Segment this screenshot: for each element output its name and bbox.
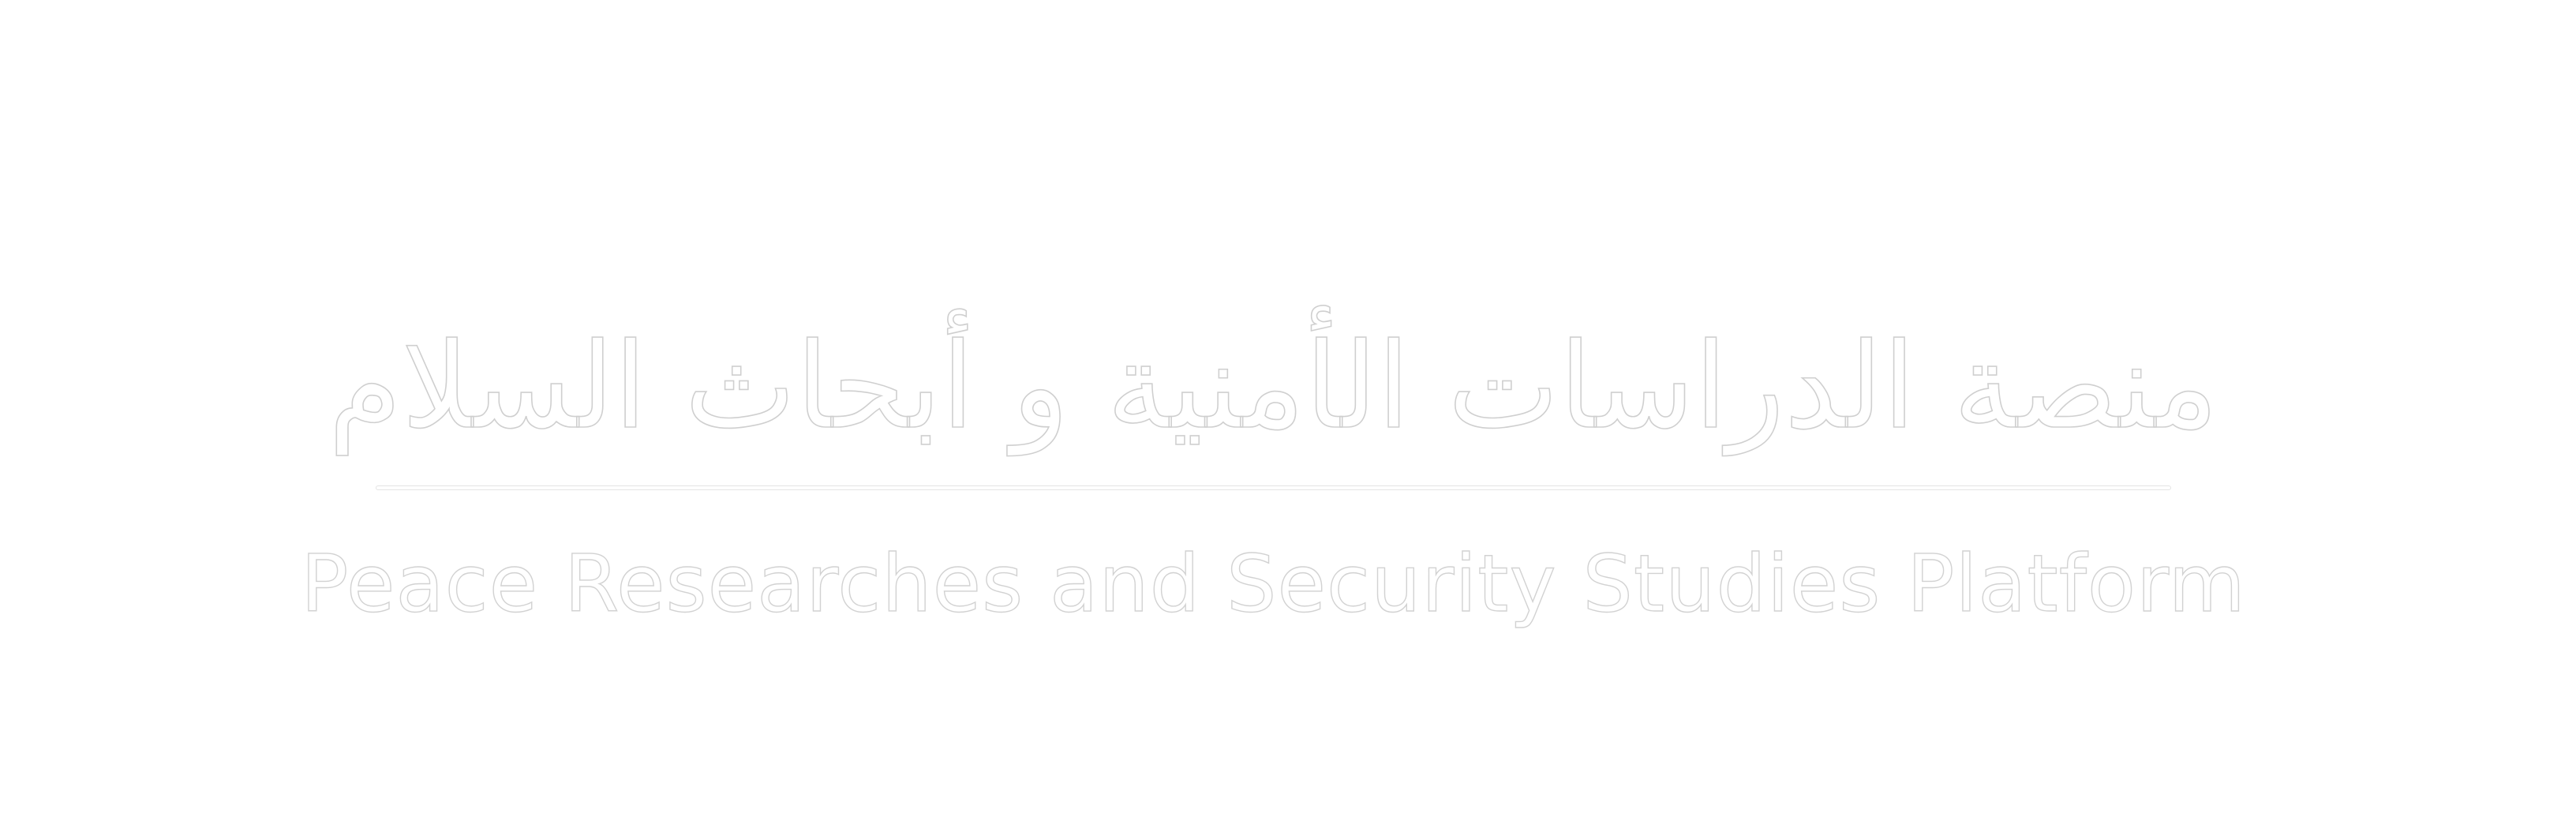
logo-wordmark — [301, 300, 2246, 647]
english-platform-title: Peace Researches and Security Studies Platform — [301, 538, 2246, 630]
arabic-platform-title: منصة الدراسات الأمنية و أبحاث السلام — [328, 318, 2218, 455]
title-divider — [376, 485, 2171, 490]
